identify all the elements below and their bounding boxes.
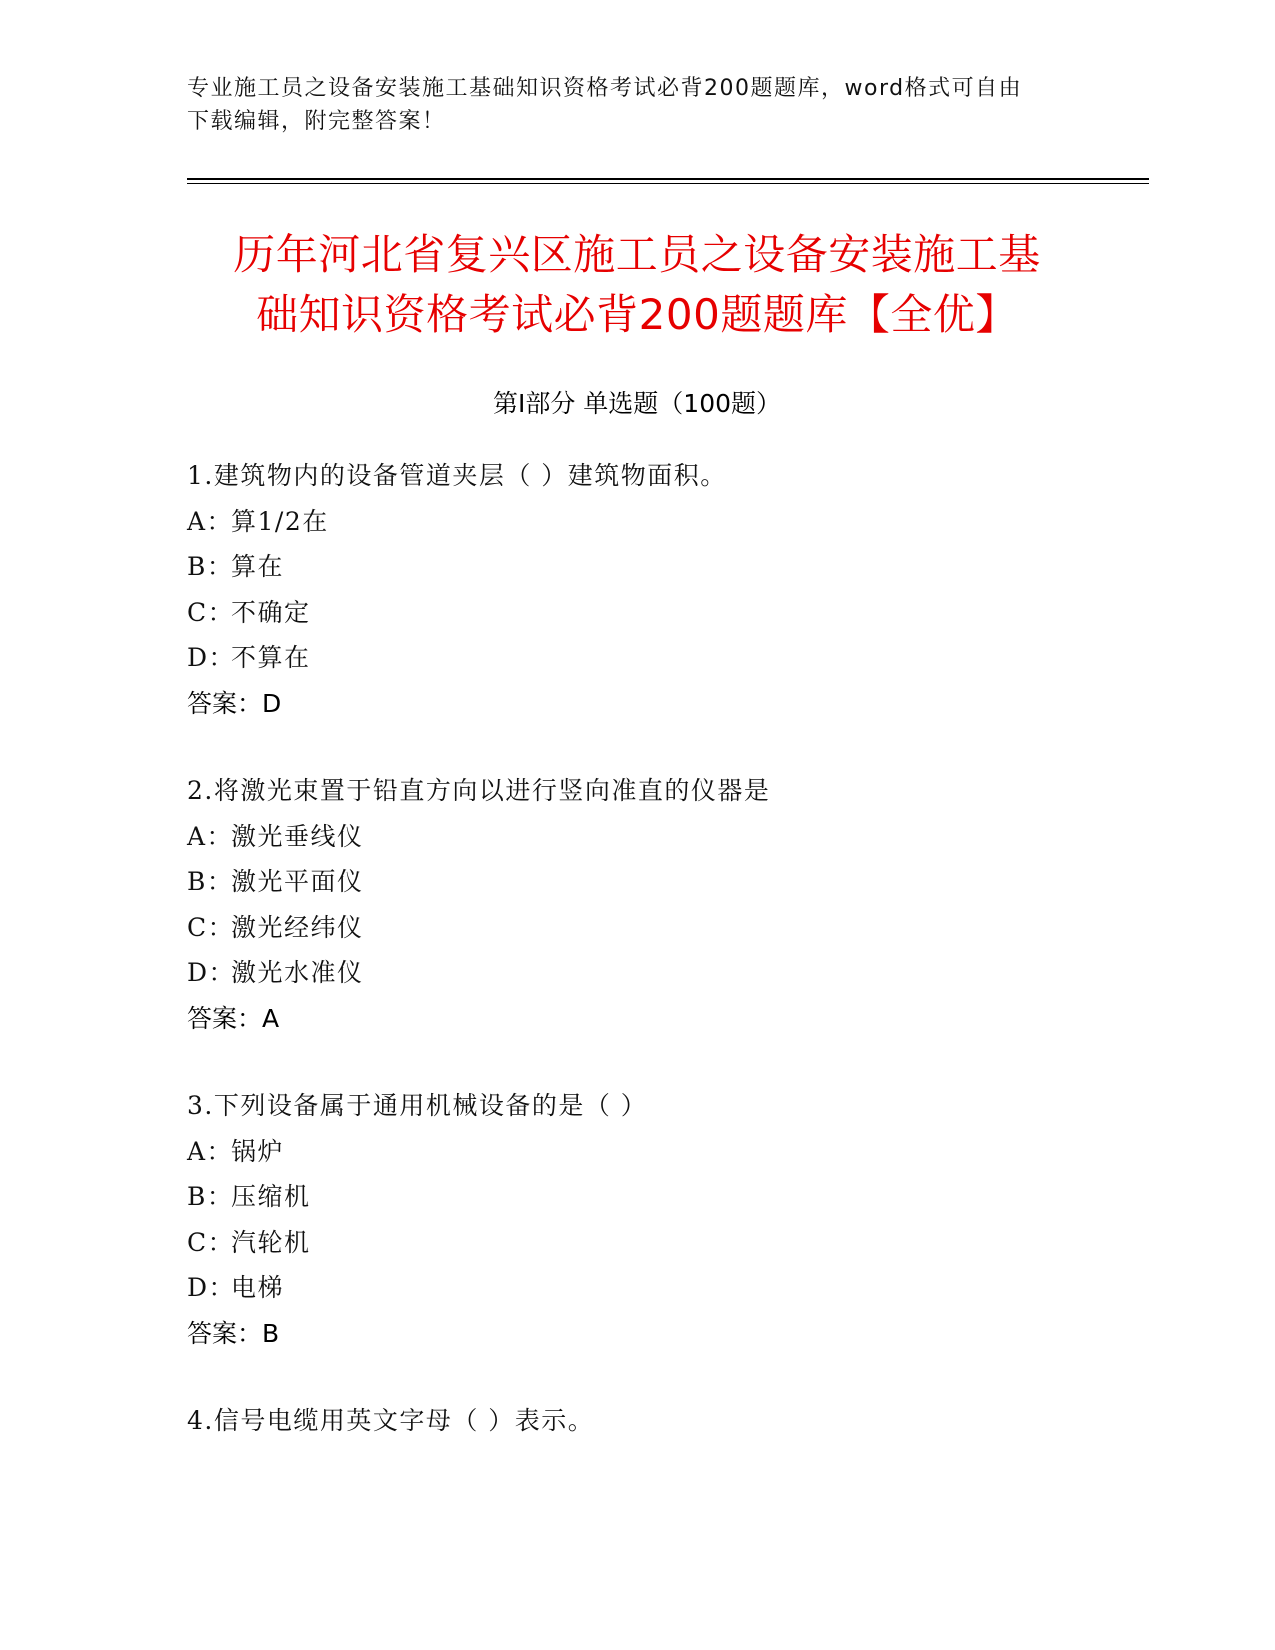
question-1 — [187, 453, 1147, 726]
option-text: 汽轮机 — [231, 1227, 311, 1257]
option-d — [187, 1265, 1147, 1311]
question-4 — [187, 1398, 1147, 1444]
document-title — [187, 225, 1087, 345]
option-text: 算1/2在 — [231, 506, 329, 536]
option-c — [187, 905, 1147, 951]
option-text: 算在 — [231, 552, 285, 581]
option-text: 激光垂线仪 — [231, 821, 364, 851]
option-b — [187, 544, 1147, 590]
option-text: 压缩机 — [231, 1182, 311, 1211]
option-letter: C： — [187, 597, 235, 627]
option-letter: D： — [187, 643, 236, 672]
option-b — [187, 859, 1147, 905]
document-title-line-2: 础知识资格考试必背200题题库【全优】 — [256, 290, 1018, 339]
option-text: 激光经纬仪 — [231, 912, 364, 942]
question-stem: 4.信号电缆用英文字母（ ）表示。 — [187, 1406, 595, 1435]
question-2 — [187, 768, 1147, 1041]
option-letter: B： — [187, 1182, 234, 1211]
header-note-line-1: 专业施工员之设备安装施工基础知识资格考试必背200题题库，word格式可自由 — [187, 76, 1023, 101]
option-a — [187, 1129, 1147, 1175]
option-c — [187, 1220, 1147, 1266]
answer-line: 答案：D — [187, 688, 282, 718]
option-text: 激光水准仪 — [231, 958, 364, 987]
answer-line: 答案：B — [187, 1318, 280, 1348]
question-stem: 3.下列设备属于通用机械设备的是（ ） — [187, 1091, 648, 1120]
option-d — [187, 950, 1147, 996]
section-heading: 第Ⅰ部分 单选题（100题） — [492, 389, 782, 418]
header-note — [187, 72, 1087, 138]
option-a — [187, 814, 1147, 860]
option-text: 锅炉 — [231, 1136, 285, 1166]
option-letter: A： — [187, 506, 234, 536]
option-letter: D： — [187, 958, 236, 987]
answer-line: 答案：A — [187, 1003, 280, 1033]
option-text: 不确定 — [231, 597, 311, 627]
question-3 — [187, 1083, 1147, 1356]
option-text: 激光平面仪 — [231, 867, 364, 896]
header-note-line-2: 下载编辑，附完整答案！ — [187, 109, 446, 134]
question-stem: 2.将激光束置于铅直方向以进行竖向准直的仪器是 — [187, 776, 771, 805]
question-stem: 1.建筑物内的设备管道夹层（ ）建筑物面积。 — [187, 461, 727, 490]
option-letter: A： — [187, 1136, 234, 1166]
option-letter: B： — [187, 552, 234, 581]
document-title-line-1: 历年河北省复兴区施工员之设备安装施工基 — [233, 230, 1041, 279]
option-a — [187, 499, 1147, 545]
option-letter: B： — [187, 867, 234, 896]
header-rule-thin — [187, 183, 1149, 184]
option-letter: A： — [187, 821, 234, 851]
option-text: 电梯 — [231, 1273, 285, 1302]
option-letter: C： — [187, 912, 235, 942]
option-b — [187, 1174, 1147, 1220]
option-letter: C： — [187, 1227, 235, 1257]
option-c — [187, 590, 1147, 636]
option-letter: D： — [187, 1273, 236, 1302]
header-rule-thick — [187, 178, 1149, 180]
option-d — [187, 635, 1147, 681]
option-text: 不算在 — [231, 643, 311, 672]
